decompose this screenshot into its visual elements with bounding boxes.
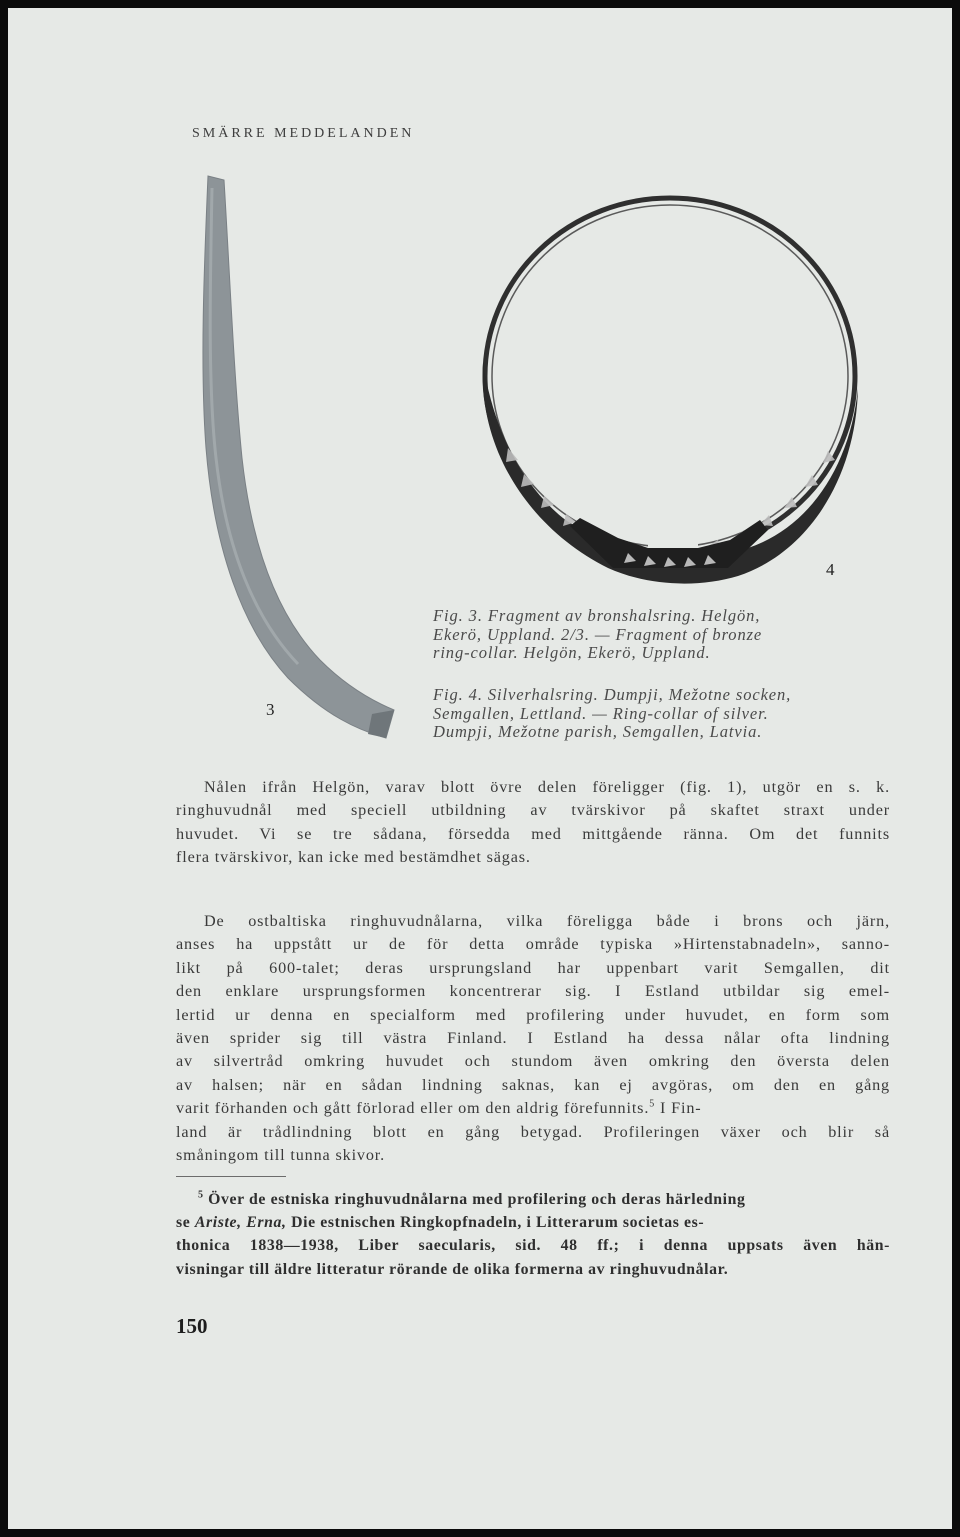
fig3-bronze-fragment-image: [203, 176, 394, 738]
text-line: lertid ur denna en specialform med profilering under huvudet, en form som: [176, 1005, 890, 1024]
footnote-line: thonica 1838—1938, Liber saecularis, sid. 48 ff.; i denna uppsats även hän-: [176, 1237, 890, 1255]
text-line: Nålen ifrån Helgön, varav blott övre delen föreligger (fig. 1), utgör en s. k.: [204, 778, 890, 796]
text-segment: Över de estniska ringhuvudnålarna med profilering och deras härledning: [203, 1191, 746, 1208]
footnote-line: [176, 1211, 890, 1234]
footnote-divider: [176, 1176, 286, 1177]
caption-line: Fig. 3. Fragment av bronshalsring. Helgön,: [433, 606, 761, 625]
body-paragraph-1: [176, 776, 890, 870]
text-line: småningom till tunna skivor.: [176, 1146, 386, 1165]
caption-line: ring-collar. Helgön, Ekerö, Uppland.: [433, 643, 711, 662]
caption-line: Dumpji, Mežotne parish, Semgallen, Latvia.: [433, 722, 763, 741]
text-line: De ostbaltiska ringhuvudnålarna, vilka föreligga både i brons och järn,: [204, 912, 890, 930]
figure-4-number: 4: [826, 560, 835, 579]
text-line: anses ha uppstått ur de för detta område typiska »Hirtenstabnadeln», sanno-: [176, 935, 890, 954]
caption-line: Fig. 4. Silverhalsring. Dumpji, Mežotne socken,: [433, 685, 792, 704]
author-name: Ariste, Erna,: [194, 1214, 287, 1232]
figure-4-caption: [433, 686, 903, 742]
text-segment: Die estnischen Ringkopfnadeln, i Litterarum societas es-: [286, 1214, 705, 1232]
text-segment: I Fin-: [655, 1099, 702, 1118]
figure-3-caption: [433, 607, 903, 663]
text-line: likt på 600-talet; deras ursprungsland har uppenbart varit Semgallen, dit: [176, 958, 890, 977]
text-segment: se: [176, 1214, 195, 1232]
text-line: land är trådlindning blott en gång betygad. Profileringen växer och blir så: [176, 1122, 890, 1141]
text-line: av halsen; när en sådan lindning saknas, kan ej avgöras, om den en gång: [176, 1075, 890, 1094]
footnote-line: [176, 1188, 890, 1211]
footnote-reference: 5: [649, 1098, 656, 1110]
page-number: 150: [176, 1314, 208, 1338]
figure-3-number: 3: [266, 700, 275, 719]
footnote-line: visningar till äldre litteratur rörande de olika formerna av ringhuvudnålar.: [176, 1260, 729, 1278]
footnote-marker: 5: [198, 1189, 204, 1201]
text-line: [176, 1097, 890, 1120]
text-line: den enklare ursprungsformen koncentrerar sig. I Estland utbildar sig emel-: [176, 982, 890, 1001]
text-line: av silvertråd omkring huvudet och stundom även omkring den översta delen: [176, 1052, 890, 1071]
text-line: även sprider sig till västra Finland. I Estland ha dessa nålar ofta lindning: [176, 1029, 890, 1048]
text-line: ringhuvudnål med speciell utbildning av tvärskivor på skaftet straxt under: [176, 801, 890, 820]
fig4-silver-ring-image: [483, 198, 858, 584]
caption-line: Semgallen, Lettland. — Ring-collar of silver.: [433, 703, 769, 723]
figures-artwork: [8, 8, 952, 1529]
text-line: flera tvärskivor, kan icke med bestämdhet sägas.: [176, 848, 531, 867]
caption-line: Ekerö, Uppland. 2/3. — Fragment of bronze: [433, 624, 763, 644]
body-paragraph-2: [176, 910, 890, 1167]
text-line: huvudet. Vi se tre sådana, försedda med mittgående ränna. Om det funnits: [176, 824, 890, 843]
running-head: SMÄRRE MEDDELANDEN: [192, 126, 415, 141]
text-segment: varit förhanden och gått förlorad eller om den aldrig förefunnits.: [176, 1099, 650, 1118]
journal-page: [8, 8, 952, 1529]
footnote: [176, 1188, 890, 1281]
